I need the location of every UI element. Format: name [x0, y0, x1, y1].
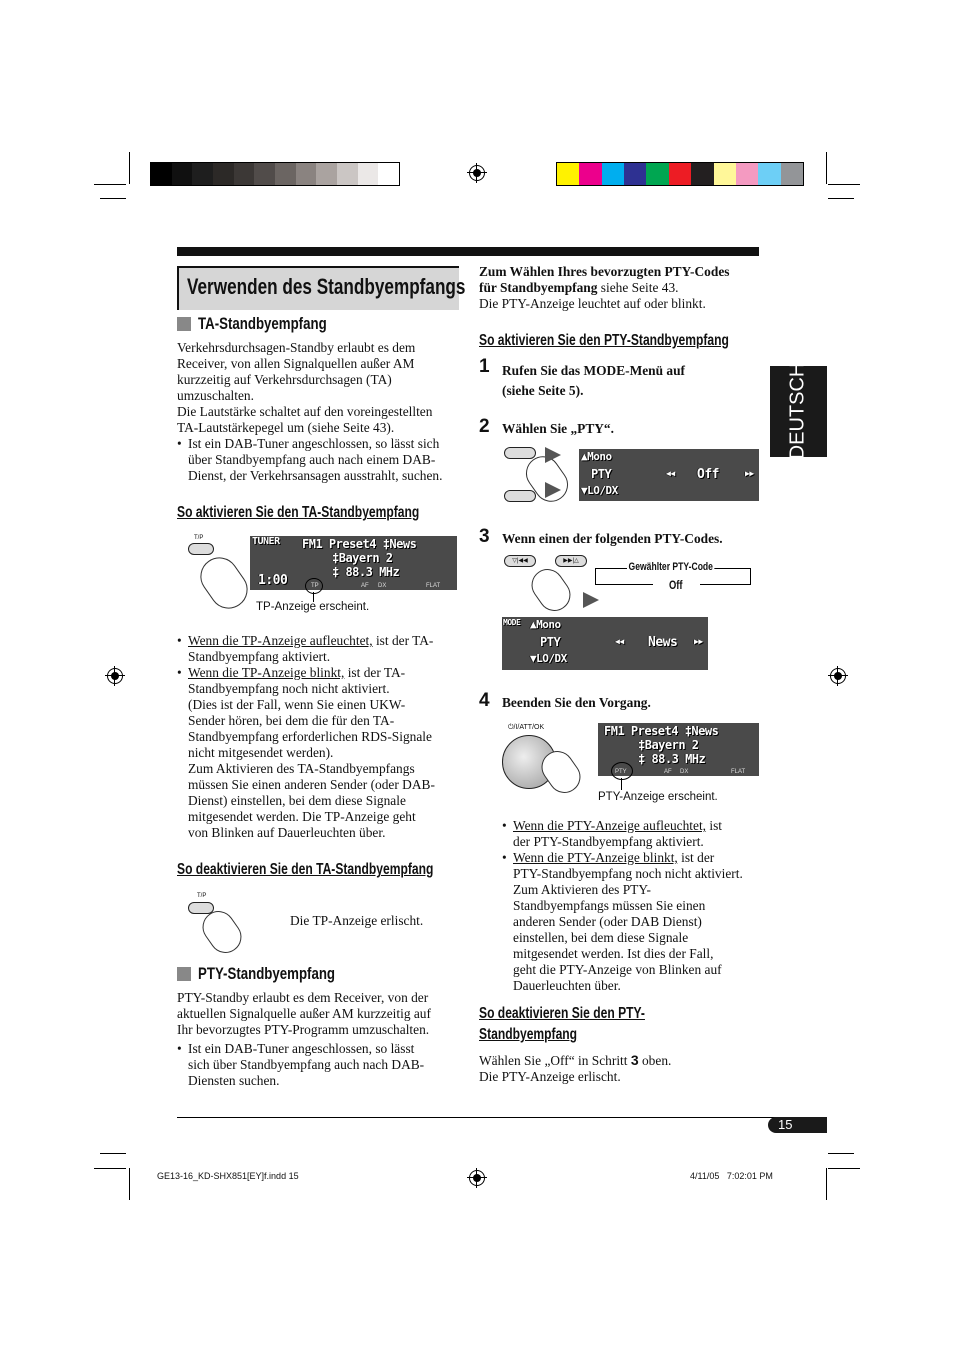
lcd-next-icon: ▶▶ [694, 637, 703, 646]
lcd-line2: ‡Bayern 2 [332, 551, 393, 565]
lcd-line3: ‡ 88.3 MHz [638, 752, 706, 766]
prev-button[interactable]: ▽|◀◀ [504, 555, 536, 567]
color-swatch [213, 163, 234, 185]
lcd-prev-icon: ◀◀ [615, 637, 624, 646]
lcd-menu-line3: ▼LO/DX [530, 652, 567, 665]
ta-intro-line: Receiver, von allen Signalquellen außer AM [177, 356, 415, 371]
step1-text: Rufen Sie das MODE-Menü auf (siehe Seite 5). [502, 363, 686, 398]
pty-heading: PTY-Standbyempfang [198, 964, 336, 983]
color-swatch [736, 163, 758, 185]
page-number: 15 [778, 1117, 793, 1132]
step2-number: 2 [479, 416, 490, 437]
file-info: GE13-16_KD-SHX851[EY]f.indd 15 [157, 1171, 299, 1181]
lcd-prev-icon: ◀◀ [666, 469, 675, 478]
tp-button-label: T/P [194, 535, 204, 541]
color-swatch [691, 163, 713, 185]
step2-text: Wählen Sie „PTY“. [502, 421, 614, 436]
tp-button-label-2: T/P [197, 893, 207, 899]
deactivate-pty-text: Wählen Sie „Off“ in Schritt 3 oben. Die PTY-Anzeige erlischt. [479, 1052, 672, 1084]
selected-code-label: Gewählter PTY-Code [628, 561, 713, 573]
next-button[interactable]: ▶▶|△ [555, 555, 587, 567]
color-swatch [758, 163, 780, 185]
arrow-icon [583, 592, 599, 608]
lcd-source: TUNER [252, 536, 280, 547]
color-swatch [378, 163, 399, 185]
finger-icon [193, 550, 255, 616]
color-swatch [151, 163, 172, 185]
lcd-pty-value: Off [697, 467, 719, 482]
lcd-menu-line1: ▲Mono [530, 618, 561, 631]
ta-intro [177, 340, 462, 436]
color-swatch [234, 163, 255, 185]
lcd-pty-value: News [648, 635, 678, 650]
tp-indicator-circle [305, 578, 323, 594]
step1-number: 1 [479, 356, 490, 377]
code-cycle-bracket [750, 568, 751, 584]
color-swatch [579, 163, 601, 185]
language-tab-label: DEUTSCH [786, 362, 809, 460]
color-swatch [781, 163, 803, 185]
color-swatch [254, 163, 275, 185]
tp-status-list: • Wenn die TP-Anzeige aufleuchtet, ist der TA- Standbyempfang aktiviert. • Wenn die TP-Anzeige blinkt, ist der TA- Standbyempfang noch nicht aktiviert. (Dies ist der Fall, wenn Sie einen UKW- Sender hören, bei dem die für den TA- Standbyempfang erforderlichen RDS-Signale nicht mitgesendet werden). Zum Aktivieren des TA-Standbyempfangs müssen Sie einen anderen Sender (oder DAB- Dienst) einstellen, bei dem diese Signale mitgesendet werden. Die TP-Anzeige geht von Blinken auf Dauerleuchten über. [177, 633, 435, 840]
arrow-icon [545, 447, 561, 463]
step3-number: 3 [479, 526, 490, 547]
color-swatch [624, 163, 646, 185]
tp-button[interactable] [188, 543, 214, 555]
step4-number: 4 [479, 690, 490, 711]
lcd-menu-line1: ▲Mono [581, 450, 612, 463]
code-cycle-bracket [595, 568, 596, 584]
tp-caption: TP-Anzeige erscheint. [256, 601, 370, 613]
lcd-pty-menu-news [502, 617, 708, 670]
lcd-menu-line3: ▼LO/DX [581, 484, 618, 497]
pty-heading-marker [177, 967, 191, 981]
color-swatch [358, 163, 379, 185]
deactivate-pty-heading: So deaktivieren Sie den PTY- Standbyempfang [479, 1005, 645, 1043]
lcd-pty-menu-off [579, 449, 759, 501]
color-swatch [646, 163, 668, 185]
color-swatch [296, 163, 317, 185]
color-swatch [557, 163, 579, 185]
page-number-tab [768, 1117, 827, 1133]
registration-mark-right [830, 668, 846, 684]
color-swatch [602, 163, 624, 185]
lcd-clock: 1:00 [258, 573, 288, 588]
lcd-menu-line2: PTY [591, 467, 612, 481]
pty-pref-note: Zum Wählen Ihres bevorzugten PTY-Codes für Standbyempfang siehe Seite 43. Die PTY-Anzeige leuchtet auf oder blinkt. [479, 264, 730, 311]
ta-bullet: • Ist ein DAB-Tuner angeschlossen, so lässt sich über Standbyempfang auch nach einem DAB- Dienst, der Verkehrsansagen ausstrahlt, suchen. [177, 436, 443, 483]
lcd-line1: FM1 Preset4 ‡News [604, 724, 719, 738]
lcd-tp-display [250, 536, 457, 590]
code-cycle-bracket [595, 584, 653, 585]
ta-intro-line: Die Lautstärke schaltet auf den voreingestellten [177, 404, 433, 419]
footer-rule [177, 1117, 827, 1118]
step3-text: Wenn einen der folgenden PTY-Codes. [502, 531, 723, 546]
lcd-af: AF [664, 769, 672, 775]
tp-off-caption: Die TP-Anzeige erlischt. [290, 913, 424, 928]
ta-intro-line: kurzzeitig auf Verkehrsdurchsagen (TA) [177, 372, 392, 387]
off-label: Off [669, 578, 683, 592]
lcd-tp-indicator: TP [311, 583, 319, 589]
lcd-flat: FLAT [731, 769, 746, 775]
lcd-next-icon: ▶▶ [745, 469, 754, 478]
color-swatch [669, 163, 691, 185]
pty-status-list: • Wenn die PTY-Anzeige aufleuchtet, ist der PTY-Standbyempfang aktiviert. • Wenn die PTY-Anzeige blinkt, ist der PTY-Standbyempfang noch nicht aktiviert. Zum Aktivieren des PTY- Standbyempfangs müssen Sie einen anderen Sender (oder DAB Dienst) einstellen, bei dem diese Signale mitgesendet werden. Ist dies der Fall, geht die PTY-Anzeige von Blinken auf Dauerleuchten über. [502, 818, 743, 993]
step4-text: Beenden Sie den Vorgang. [502, 695, 651, 710]
ta-heading-marker [177, 317, 191, 331]
pty-indicator-circle [611, 762, 633, 780]
code-cycle-bracket [700, 584, 751, 585]
registration-mark-left [107, 668, 123, 684]
lcd-menu-line2: PTY [540, 635, 561, 649]
color-swatch [316, 163, 337, 185]
knob-label: ⏻/I/ATT/OK [508, 724, 545, 731]
down-button[interactable] [504, 490, 536, 502]
color-swatch [192, 163, 213, 185]
pty-callout-line [621, 778, 622, 790]
color-swatch [172, 163, 193, 185]
lcd-pty-tag: PTY [615, 769, 627, 775]
ta-intro-line: Verkehrsdurchsagen-Standby erlaubt es dem [177, 340, 416, 355]
lcd-line1: FM1 Preset4 ‡News [302, 537, 417, 551]
color-swatch [337, 163, 358, 185]
process-color-bar [556, 162, 804, 186]
ta-intro-line: TA-Lautstärkepegel um (siehe Seite 43). [177, 420, 395, 435]
activate-pty-heading: So aktivieren Sie den PTY-Standbyempfang [479, 332, 729, 349]
registration-mark-bottom [469, 1170, 485, 1186]
arrow-icon [545, 482, 561, 498]
pty-bullet: • Ist ein DAB-Tuner angeschlossen, so lässt sich über Standbyempfang auch nach DAB- Diensten suchen. [177, 1041, 425, 1088]
activate-ta-heading: So aktivieren Sie den TA-Standbyempfang [177, 504, 420, 521]
lcd-line2: ‡Bayern 2 [638, 738, 699, 752]
gray-color-bar [150, 162, 400, 186]
finger-icon-4 [525, 563, 576, 617]
color-swatch [275, 163, 296, 185]
lcd-dx: DX [680, 769, 689, 775]
lcd-dx: DX [378, 583, 387, 589]
header-rule [177, 247, 759, 256]
ta-intro-line: umzuschalten. [177, 388, 254, 403]
print-timestamp: 4/11/05 7:02:01 PM [690, 1171, 773, 1181]
lcd-mode: MODE [503, 618, 521, 627]
registration-mark-top [469, 165, 485, 181]
pty-intro: PTY-Standby erlaubt es dem Receiver, von der aktuellen Signalquelle außer AM kurzzeitig auf Ihr bevorzugtes PTY-Programm umzuschalten. [177, 990, 431, 1037]
ta-heading: TA-Standbyempfang [198, 314, 327, 333]
page-title: Verwenden des Standbyempfangs [187, 274, 466, 299]
lcd-line3: ‡ 88.3 MHz [332, 565, 400, 579]
pty-caption: PTY-Anzeige erscheint. [598, 791, 718, 803]
lcd-af: AF [361, 583, 369, 589]
up-button[interactable] [504, 447, 536, 459]
color-swatch [714, 163, 736, 185]
lcd-flat: FLAT [426, 583, 441, 589]
deactivate-ta-heading: So deaktivieren Sie den TA-Standbyempfang [177, 861, 434, 878]
